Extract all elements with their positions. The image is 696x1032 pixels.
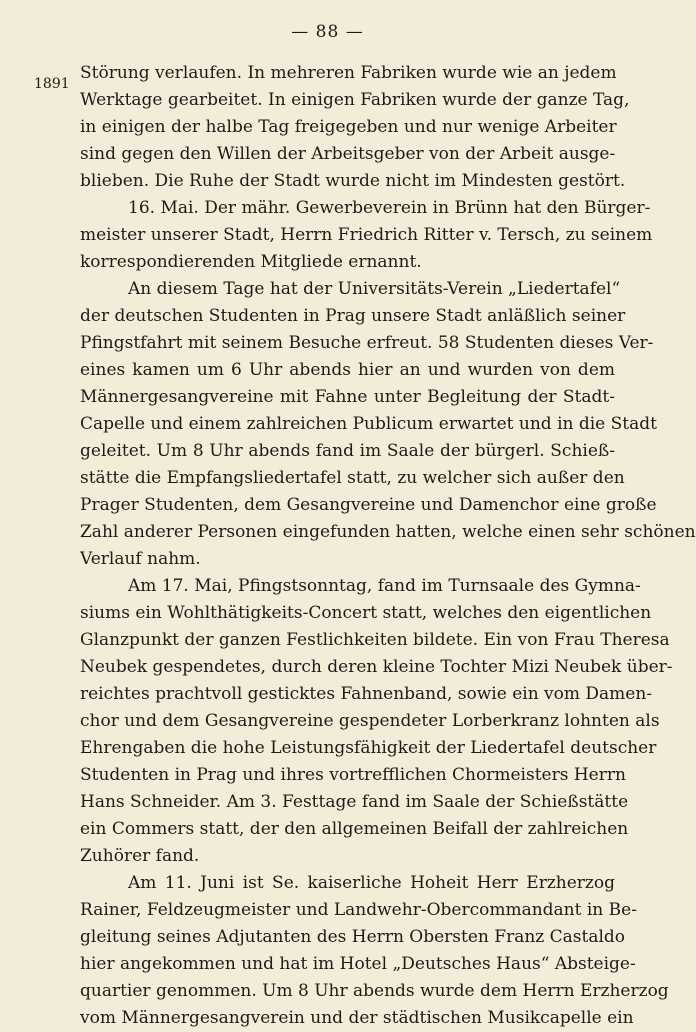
text-line: Am 11. Juni ist Se. kaiserliche Hoheit Herr Erzherzog bbox=[128, 873, 615, 893]
text-line: geleitet. Um 8 Uhr abends fand im Saale der bürgerl. Schieß- bbox=[80, 441, 615, 461]
text-line: Am 17. Mai, Pfingstsonntag, fand im Turnsaale des Gymna- bbox=[128, 576, 641, 596]
text-line: eines kamen um 6 Uhr abends hier an und wurden von dem bbox=[80, 360, 615, 380]
text-line: siums ein Wohlthätigkeits-Concert statt, welches den eigentlichen bbox=[80, 603, 652, 623]
text-line: Zuhörer fand. bbox=[80, 846, 200, 866]
text-line: Verlauf nahm. bbox=[80, 549, 201, 569]
text-line: Prager Studenten, dem Gesangvereine und Damenchor eine große bbox=[80, 495, 657, 515]
text-line: Hans Schneider. Am 3. Festtage fand im Saale der Schießstätte bbox=[80, 792, 629, 812]
text-line: gleitung seines Adjutanten des Herrn Obersten Franz Castaldo bbox=[80, 927, 626, 947]
text-line: reichtes prachtvoll gesticktes Fahnenband, sowie ein vom Damen- bbox=[80, 684, 653, 704]
text-line: Männergesangvereine mit Fahne unter Begleitung der Stadt- bbox=[80, 387, 615, 407]
text-line: Studenten in Prag und ihres vortrefflichen Chormeisters Herrn bbox=[80, 765, 626, 785]
text-line: ein Commers statt, der den allgemeinen Beifall der zahlreichen bbox=[80, 819, 629, 839]
body-text bbox=[80, 60, 696, 1032]
text-line: quartier genommen. Um 8 Uhr abends wurde dem Herrn Erzherzog bbox=[80, 981, 669, 1001]
text-line: in einigen der halbe Tag freigegeben und nur wenige Arbeiter bbox=[80, 117, 617, 137]
text-line: Zahl anderer Personen eingefunden hatten, welche einen sehr schönen bbox=[80, 522, 696, 542]
text-line: blieben. Die Ruhe der Stadt wurde nicht im Mindesten gestört. bbox=[80, 171, 626, 191]
text-line: Störung verlaufen. In mehreren Fabriken wurde wie an jedem bbox=[80, 63, 617, 83]
text-line: 16. Mai. Der mähr. Gewerbeverein in Brünn hat den Bürger- bbox=[128, 198, 651, 218]
text-line: stätte die Empfangsliedertafel statt, zu welcher sich außer den bbox=[80, 468, 625, 488]
text-line: korrespondierenden Mitgliede ernannt. bbox=[80, 252, 422, 272]
text-line: meister unserer Stadt, Herrn Friedrich Ritter v. Tersch, zu seinem bbox=[80, 225, 653, 245]
text-line: Capelle und einem zahlreichen Publicum erwartet und in die Stadt bbox=[80, 414, 657, 434]
text-line: Ehrengaben die hohe Leistungsfähigkeit der Liedertafel deutscher bbox=[80, 738, 657, 758]
paragraph bbox=[80, 195, 653, 276]
paragraph bbox=[80, 573, 673, 870]
text-line: Glanzpunkt der ganzen Festlichkeiten bildete. Ein von Frau Theresa bbox=[80, 630, 670, 650]
text-line: An diesem Tage hat der Universitäts-Verein „Liedertafel“ bbox=[128, 279, 621, 299]
text-line: hier angekommen und hat im Hotel „Deutsches Haus“ Absteige- bbox=[80, 954, 636, 974]
text-line: sind gegen den Willen der Arbeitsgeber von der Arbeit ausge- bbox=[80, 144, 616, 164]
text-line: chor und dem Gesangvereine gespendeter Lorberkranz lohnten als bbox=[80, 711, 660, 731]
text-line: Pfingstfahrt mit seinem Besuche erfreut. 58 Studenten dieses Ver- bbox=[80, 333, 654, 353]
margin-year: 1891 bbox=[34, 76, 70, 92]
paragraph bbox=[80, 276, 696, 573]
paragraph bbox=[80, 60, 630, 195]
paragraph bbox=[80, 870, 669, 1032]
text-line: der deutschen Studenten in Prag unsere Stadt anläßlich seiner bbox=[80, 306, 626, 326]
text-line: Rainer, Feldzeugmeister und Landwehr-Obercommandant in Be- bbox=[80, 900, 637, 920]
text-line: vom Männergesangverein und der städtischen Musikcapelle ein bbox=[80, 1008, 634, 1028]
text-line: Werktage gearbeitet. In einigen Fabriken wurde der ganze Tag, bbox=[80, 90, 630, 110]
page-number: — 88 — bbox=[291, 22, 364, 42]
text-line: Neubek gespendetes, durch deren kleine Tochter Mizi Neubek über- bbox=[80, 657, 673, 677]
